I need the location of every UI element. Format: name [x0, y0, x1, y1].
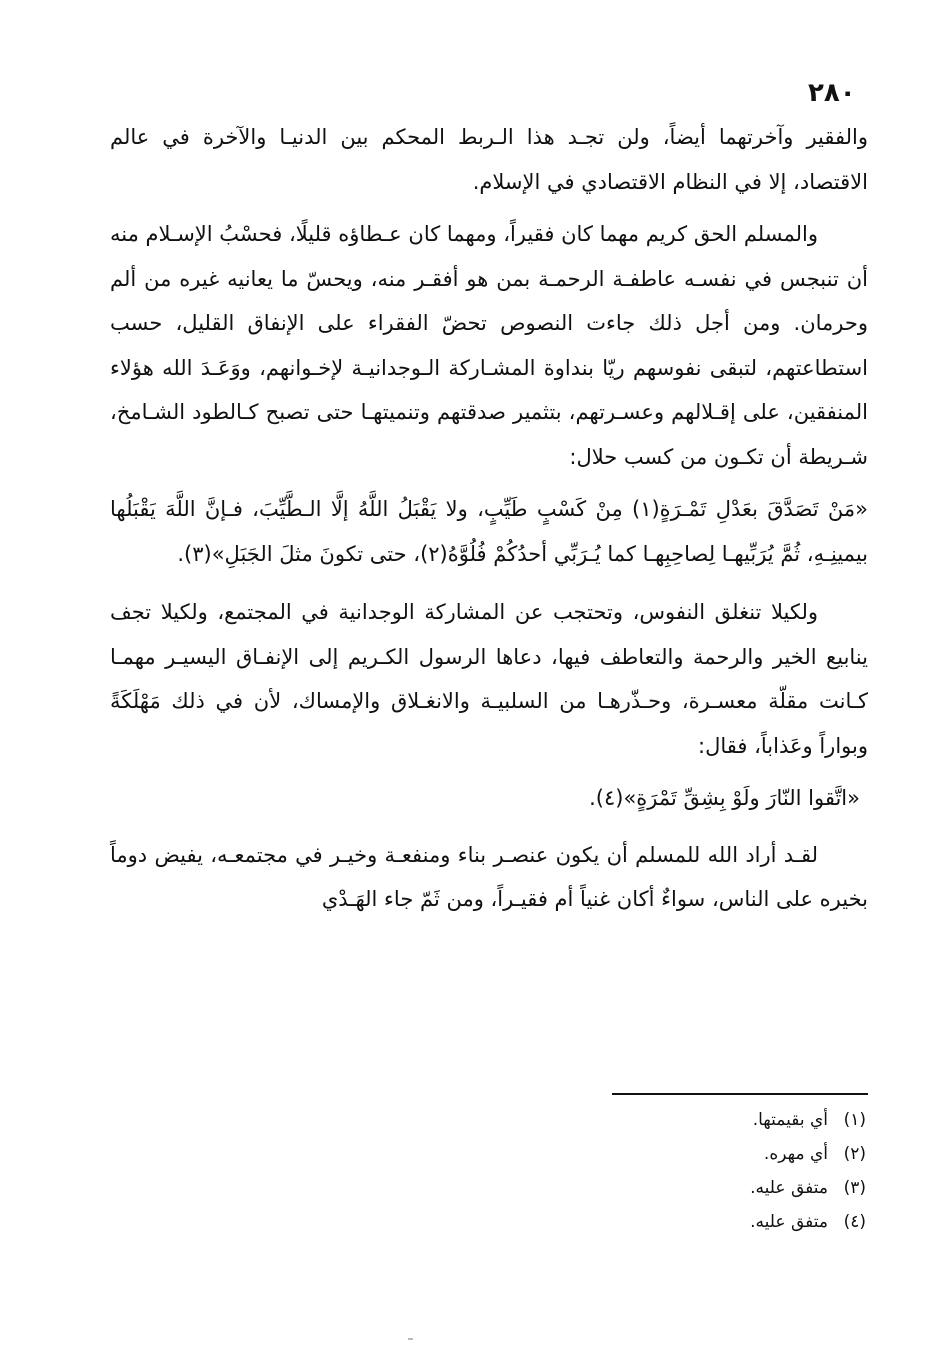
footnote-divider [612, 1093, 868, 1095]
footnote-text: أي مهره. [763, 1144, 828, 1164]
page-number: ٢٨٠ [808, 78, 856, 108]
main-text [110, 115, 868, 930]
footnote-number: (٣) [843, 1178, 866, 1198]
hadith-quote-fire: «اتَّقوا النّارَ ولَوْ بِشِقِّ تَمْرَةٍ»(٤). [589, 786, 860, 810]
paragraph-generosity: والمسلم الحق كريم مهما كان فقيراً، ومهما كان عـطاؤه قليلًا، فحسْبُ الإسـلام منه أن تنبجس في نفسـه عاطفـة الرحمـة بمن هو أفقـر منه، ويحسّ ما يعانيه غيره من ألم وحرمان. ومن أجل ذلك جاءت النصوص تحضّ الفقراء على الإنفاق القليل، حسب استطاعتهم، لتبقى نفوسهم ريّا بنداوة المشـاركة الـوجدانيـة لإخـوانهم، ووَعَـدَ الله هؤلاء المنفقين، على إقـلالهم وعسـرتهم، بتثمير صدقتهم وتنميتهـا حتى تصبح كـالطود الشـامخ، شـريطة أن تكـون من كسب حلال: [110, 222, 868, 469]
paragraph-benefit: لقـد أراد الله للمسلم أن يكون عنصـر بناء ومنفعـة وخيـر في مجتمعـه، يفيض دوماً بخيره على الناس، سواءٌ أكان غنياً أم فقيـراً، ومن ثَمّ جاء الهَـدْي [110, 842, 868, 911]
footnote-text: متفق عليه. [750, 1212, 828, 1232]
footnote-number: (٢) [843, 1144, 866, 1164]
footnote-item [500, 1205, 866, 1239]
hadith-quote-charity: «مَنْ تَصَدَّقَ بعَدْلِ تَمْـرَةٍ(١) مِنْ كَسْبٍ طَيِّبٍ، ولا يَقْبَلُ اللَّهُ إلَّا الـطَّيِّبَ، فـإنَّ اللَّهَ يَقْبَلُها بيمينِـهِ، ثُمَّ يُرَبِّيهـا لِصاحِبِهـا كما يُـرَبِّي أحدُكُمْ فُلُوَّهُ(٢)، حتى تكونَ مثلَ الجَبَلِ»(٣). [110, 497, 868, 566]
footnote-item [500, 1103, 866, 1137]
footnote-text: أي بقيمتها. [752, 1110, 828, 1130]
footnote-item [500, 1137, 866, 1171]
footnote-text: متفق عليه. [750, 1178, 828, 1198]
footnote-number: (١) [843, 1110, 866, 1130]
scan-speck [408, 1338, 413, 1340]
footnote-number: (٤) [843, 1212, 866, 1232]
footnotes [500, 1103, 866, 1239]
paragraph-spending: ولكيلا تنغلق النفوس، وتحتجب عن المشاركة الوجدانية في المجتمع، ولكيلا تجف ينابيع الخير والرحمة والتعاطف فيها، دعاها الرسول الكـريم إلى الإنفـاق اليسيـر مهمـا كـانت مقلّة معسـرة، وحـذّرهـا من السلبيـة والانغـلاق والإمساك، لأن في ذلك مَهْلَكَةً وبواراً وعَذاباً، فقال: [110, 600, 868, 758]
footnote-item [500, 1171, 866, 1205]
paragraph-continuation: والفقير وآخرتهما أيضاً، ولن تجـد هذا الـربط المحكم بين الدنيـا والآخرة في عالم الاقتصاد، إلا في النظام الاقتصادي في الإسلام. [110, 125, 868, 194]
